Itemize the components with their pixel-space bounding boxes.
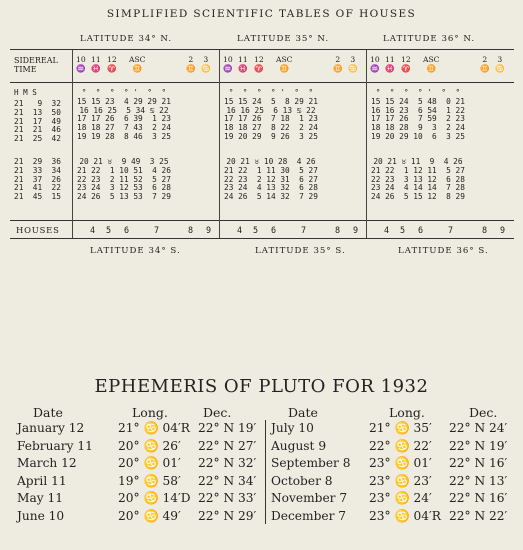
long-header-left: Long. [132, 405, 168, 420]
block-34-group-1: ° ° ° ° ' ° ° 15 15 23 4 29 29 21 16 16 25 5 34 ♋ 22 17 17 26 6 39 1 23 18 18 27 7 43 2 24 19 19 28 8 46 3 25 [77, 88, 171, 141]
column-header: 11 ♓ [238, 55, 248, 73]
house-number: 5 [106, 225, 112, 235]
ephemeris-longitude: 21° ♋ 04′R [118, 421, 190, 435]
house-number: 6 [418, 225, 424, 235]
house-number: 7 [448, 225, 454, 235]
ephemeris-declination: 22° N 29′ [198, 508, 257, 523]
block-35-group-1: ° ° ° ° ' ° ° 15 15 24 5 8 29 21 16 16 25 6 13 ♋ 22 17 17 26 7 18 1 23 18 18 27 8 22 2 24 19 20 29 9 26 3 25 [224, 88, 318, 141]
ephemeris-date: March 12 [17, 456, 77, 470]
ephemeris-longitude: 23° ♋ 23′ [369, 473, 432, 488]
ephemeris-longitude: 23° ♋ 01′ [369, 456, 432, 470]
unit-row: H M S [14, 88, 37, 97]
ephemeris-declination: 22° N 16′ [449, 491, 508, 505]
latitude-35n-label: LATITUDE 35° N. [237, 34, 330, 44]
ephemeris-date: November 7 [271, 491, 348, 505]
divider-sidereal [72, 50, 73, 238]
column-header: 12 ♈ [401, 55, 411, 73]
house-number: 7 [301, 225, 307, 235]
long-header-right: Long. [389, 405, 425, 420]
ephemeris-longitude: 23° ♋ 24′ [369, 491, 432, 505]
column-header: 2 ♊ [333, 55, 343, 73]
column-header: 11 ♓ [91, 55, 101, 73]
house-number: 8 [482, 225, 488, 235]
house-number: 8 [335, 225, 341, 235]
column-header: ASC ♊ [276, 55, 293, 73]
sidereal-time-header: SIDEREAL TIME [14, 56, 58, 74]
ephemeris-declination: 22° N 32′ [198, 456, 257, 470]
house-number: 9 [353, 225, 359, 235]
column-header: 10 ♒ [370, 55, 380, 73]
ephemeris-longitude: 20° ♋ 49′ [118, 508, 181, 523]
ephemeris-date: August 9 [271, 438, 327, 453]
ephemeris-date: April 11 [17, 473, 67, 488]
latitude-36s-label: LATITUDE 36° S. [398, 246, 489, 256]
latitude-35s-label: LATITUDE 35° S. [255, 246, 346, 256]
ephemeris-title: EPHEMERIS OF PLUTO FOR 1932 [94, 376, 429, 397]
column-header: 11 ♓ [385, 55, 395, 73]
ephemeris-column-divider [265, 420, 266, 524]
column-header: 2 ♊ [480, 55, 490, 73]
house-number: 5 [253, 225, 259, 235]
ephemeris-date: May 11 [17, 491, 64, 505]
column-header: 10 ♒ [76, 55, 86, 73]
date-header-left: Date [33, 405, 63, 420]
ephemeris-date: December 7 [271, 508, 347, 523]
house-number: 4 [90, 225, 96, 235]
sidereal-times-group-2: 21 29 36 21 33 34 21 37 26 21 41 22 21 45 15 [14, 157, 61, 202]
ephemeris-declination: 22° N 33′ [198, 491, 257, 505]
column-header: 12 ♈ [254, 55, 264, 73]
column-header: 3 ♋ [495, 55, 505, 73]
ephemeris-declination: 22° N 16′ [449, 456, 508, 470]
block-36-group-2: 20 21 ♉ 11 9 4 26 21 22 1 12 11 5 27 22 23 3 13 12 6 28 23 24 4 14 14 7 28 24 26 5 15 12 8 29 [371, 157, 465, 202]
column-header: ASC ♊ [129, 55, 146, 73]
ephemeris-longitude: 21° ♋ 35′ [369, 421, 432, 435]
house-number: 9 [500, 225, 506, 235]
house-number: 4 [237, 225, 243, 235]
ephemeris-declination: 22° N 34′ [198, 473, 257, 488]
houses-label: HOUSES [16, 225, 60, 235]
dec-header-left: Dec. [203, 405, 232, 420]
ephemeris-date: January 12 [17, 421, 85, 435]
house-number: 6 [271, 225, 277, 235]
ephemeris-longitude: 22° ♋ 22′ [369, 438, 432, 453]
ephemeris-longitude: 23° ♋ 04′R [369, 508, 441, 523]
table-top-rule [10, 49, 514, 50]
column-header: 3 ♋ [201, 55, 211, 73]
house-number: 8 [188, 225, 194, 235]
ephemeris-declination: 22° N 13′ [449, 473, 508, 488]
houses-table-title: SIMPLIFIED SCIENTIFIC TABLES OF HOUSES [106, 8, 417, 20]
house-number: 5 [400, 225, 406, 235]
ephemeris-date: September 8 [271, 456, 351, 470]
dec-header-right: Dec. [469, 405, 498, 420]
column-header: 10 ♒ [223, 55, 233, 73]
block-34-group-2: 20 21 ♉ 9 49 3 25 21 22 1 10 51 4 26 22 23 2 11 52 5 27 23 24 3 12 53 6 28 24 26 5 13 53 7 29 [77, 157, 171, 202]
ephemeris-longitude: 20° ♋ 01′ [118, 456, 181, 470]
ephemeris-declination: 22° N 19′ [449, 438, 508, 453]
ephemeris-longitude: 20° ♋ 26′ [118, 438, 181, 453]
table-body-rule [10, 220, 514, 221]
divider-block-2 [219, 50, 220, 238]
block-36-group-1: ° ° ° ° ' ° ° 15 15 24 5 48 0 21 16 16 23 6 54 1 22 17 17 26 7 59 2 23 18 18 28 9 3 2 24 19 20 29 10 6 3 25 [371, 88, 465, 141]
latitude-34s-label: LATITUDE 34° S. [90, 246, 181, 256]
ephemeris-date: October 8 [271, 473, 333, 488]
divider-block-3 [366, 50, 367, 238]
column-header: 12 ♈ [107, 55, 117, 73]
ephemeris-longitude: 20° ♋ 14′D [118, 491, 191, 505]
column-header: 3 ♋ [348, 55, 358, 73]
table-header-rule [10, 82, 514, 83]
latitude-34n-label: LATITUDE 34° N. [80, 34, 173, 44]
ephemeris-declination: 22° N 27′ [198, 438, 257, 453]
house-number: 7 [154, 225, 160, 235]
column-header: 2 ♊ [186, 55, 196, 73]
ephemeris-date: June 10 [17, 508, 65, 523]
sidereal-times-group-1: 21 9 32 21 13 50 21 17 49 21 21 46 21 25 42 [14, 99, 61, 144]
table-bottom-rule [10, 238, 514, 239]
latitude-36n-label: LATITUDE 36° N. [383, 34, 476, 44]
ephemeris-date: February 11 [17, 438, 93, 453]
date-header-right: Date [288, 405, 318, 420]
ephemeris-declination: 22° N 19′ [198, 421, 257, 435]
ephemeris-declination: 22° N 22′ [449, 508, 508, 523]
house-number: 9 [206, 225, 212, 235]
house-number: 6 [124, 225, 130, 235]
ephemeris-date: July 10 [271, 421, 314, 435]
house-number: 4 [384, 225, 390, 235]
ephemeris-declination: 22° N 24′ [449, 421, 508, 435]
column-header: ASC ♊ [423, 55, 440, 73]
block-35-group-2: 20 21 ♉ 10 28 4 26 21 22 1 11 30 5 27 22 23 2 12 31 6 27 23 24 4 13 32 6 28 24 26 5 14 32 7 29 [224, 157, 318, 202]
ephemeris-longitude: 19° ♋ 58′ [118, 473, 181, 488]
